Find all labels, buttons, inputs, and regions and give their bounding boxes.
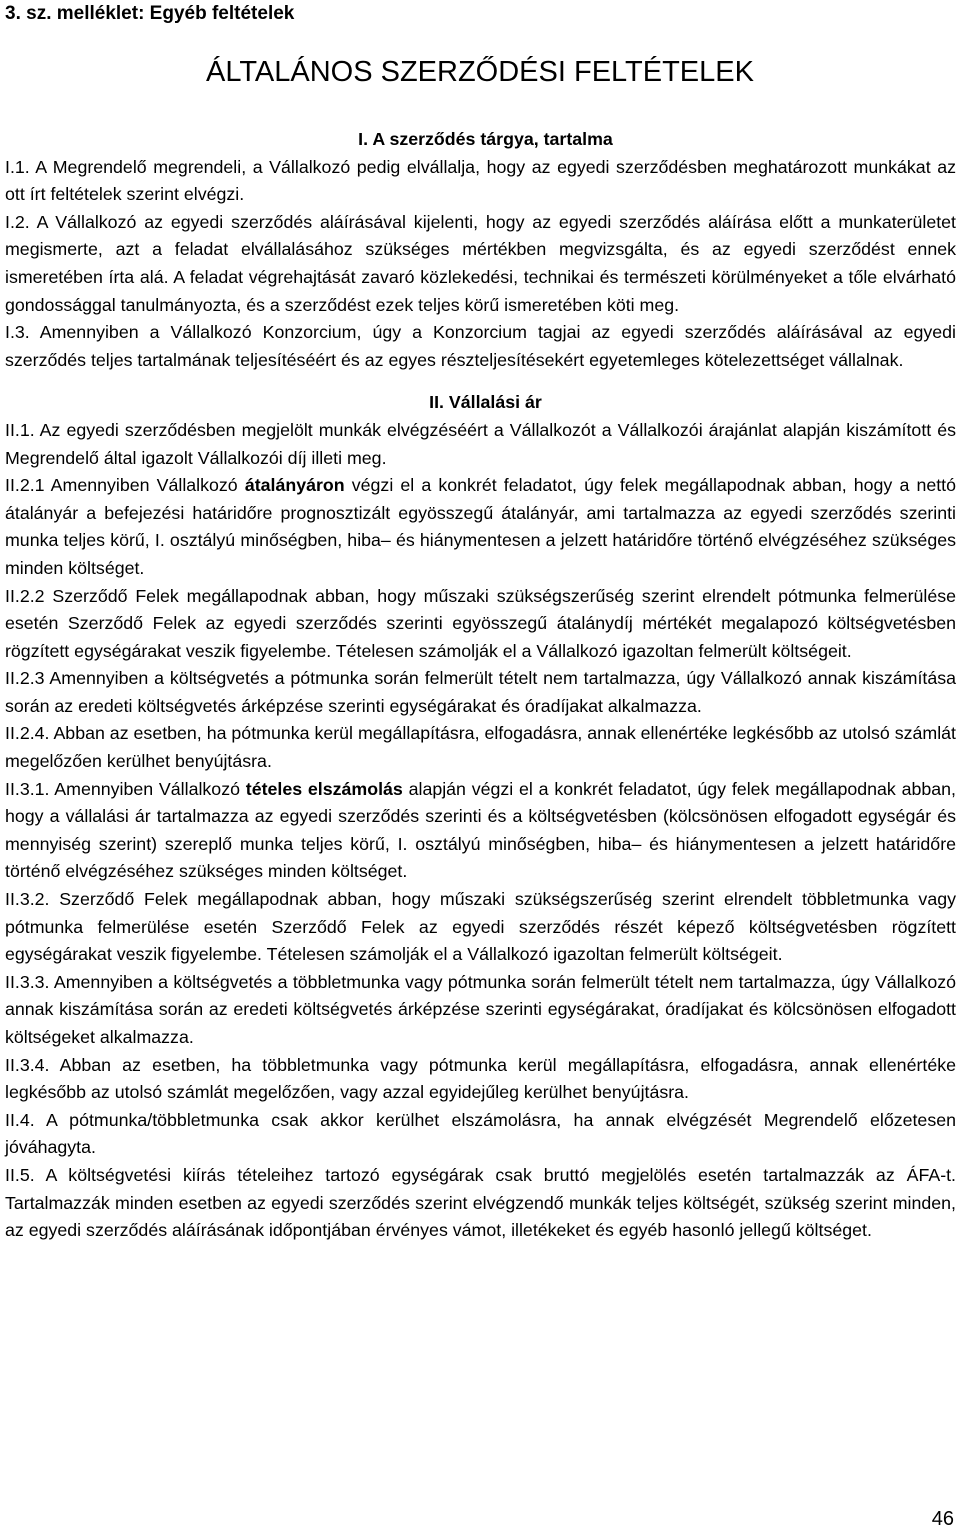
clause-2-2-4: II.2.4. Abban az esetben, ha pótmunka kerül megállapításra, elfogadásra, annak ellenértéke legkésőbb az utolsó számlát megelőzően kerülhet benyújtásra. xyxy=(5,723,956,772)
page-number: 46 xyxy=(931,1508,954,1530)
clause-2-4: II.4. A pótmunka/többletmunka csak akkor kerülhet elszámolásra, ha annak elvégzését Megrendelő előzetesen jóváhagyta. xyxy=(5,1109,956,1158)
clause-2-2-3: II.2.3 Amennyiben a költségvetés a pótmunka során felmerült tételt nem tartalmazza, úgy Vállalkozó annak kiszámítása során az eredeti költségvetés árképzése szerinti egységárakat és óradíjakat alkalmazza. xyxy=(5,668,956,716)
clause-2-2-1-text-a: II.2.1 Amennyiben Vállalkozó xyxy=(5,475,245,496)
clause-2-5: II.5. A költségvetési kiírás tételeihez tartozó egységárak csak bruttó megjelölés esetén tartalmazzák az ÁFA-t. Tartalmazzák minden esetben az egyedi szerződés szerint elvégzendő munkák teljes költségét, szükség szerint minden, az egyedi szerződés aláírásának időpontjában érvényes vámot, illetékeket és egyéb hasonló jellegű költséget. xyxy=(5,1164,956,1241)
clause-2-3-1-text-a: II.3.1. Amennyiben Vállalkozó xyxy=(5,778,246,799)
clause-2-2-1-emphasis: átalányáron xyxy=(244,475,345,496)
clause-2-3-1-emphasis: tételes elszámolás xyxy=(245,778,403,799)
clause-2-3-1-text-b: alapján végzi el a konkrét feladatot, úgy felek megállapodnak abban, hogy a vállalási ár tartalmazza az egyedi szerződés szerinti és a költségvetésben (kölcsönösen elfogadott egységár és mennyiség szerint) szereplő munka teljes körű, I. osztályú minőségben, hiba– és hiánymentesen a jelzett határidőre történő elvégzéséhez szükséges minden költséget. xyxy=(5,778,957,882)
clause-2-2-2: II.2.2 Szerződő Felek megállapodnak abban, hogy műszaki szükségszerűség szerint elrendelt pótmunka felmerülése esetén Szerződő Felek az egyedi szerződés szerinti egyösszegű átalánydíj mértékét megalapozó költségvetésben rögzített egységárakat veszik figyelembe. Tételesen számolják el a Vállalkozó igazoltan felmerült költségeit. xyxy=(5,585,956,661)
clause-1-2: I.2. A Vállalkozó az egyedi szerződés aláírásával kijelenti, hogy az egyedi szerződés aláírása előtt a munkaterületet megismerte, azt a feladat elvállalásához szükséges mértékben megvizsgálta, és az egyedi szerződést ennek ismeretében írta alá. A feladat végrehajtását zavaró közlekedési, technikai és természeti körülményeket a tőle elvárható gondossággal tanulmányozta, és a szerződést ezek teljes körű ismeretében köti meg. xyxy=(5,211,956,315)
clause-2-2-1-text-b: végzi el a konkrét feladatot, úgy felek megállapodnak abban, hogy a nettó átalányár a befejezési határidőre prognosztizált egyösszegű átalányár, ami tartalmazza az egyedi szerződés szerinti munka teljes körű, I. osztályú minőségben, hiba– és hiánymentesen a jelzett határidőre történő elvégzéséhez szükséges minden költséget. xyxy=(5,475,957,578)
clause-2-3-1 xyxy=(5,776,956,886)
clause-2-1: II.1. Az egyedi szerződésben megjelölt munkák elvégzéséért a Vállalkozót a Vállalkozói árajánlat alapján kiszámított és Megrendelő által igazolt Vállalkozói díj illeti meg. xyxy=(5,419,956,468)
section-heading-1: I. A szerződés tárgya, tartalma xyxy=(358,129,613,149)
clause-2-3-4: II.3.4. Abban az esetben, ha többletmunka vagy pótmunka kerül megállapításra, elfogadásra, annak ellenértéke legkésőbb az utolsó számlát megelőzően, vagy azzal egyidejűleg kerülhet benyújtásra. xyxy=(5,1054,956,1103)
clause-1-3: I.3. Amennyiben a Vállalkozó Konzorcium, úgy a Konzorcium tagjai az egyedi szerződés aláírásával az egyedi szerződés teljes tartalmának teljesítéséért és az egyes részteljesítésekért egyetemleges kötelezettséget vállalnak. xyxy=(5,322,956,370)
clause-2-3-3: II.3.3. Amennyiben a költségvetés a többletmunka vagy pótmunka során felmerült tételt nem tartalmazza, úgy Vállalkozó annak kiszámítása során az eredeti költségvetés árképzése szerinti egységárakat, óradíjakat és kölcsönösen elfogadott költségeket alkalmazza. xyxy=(5,971,956,1047)
clause-1-1: I.1. A Megrendelő megrendeli, a Vállalkozó pedig elvállalja, hogy az egyedi szerződésben meghatározott munkákat az ott írt feltételek szerint elvégzi. xyxy=(5,156,956,205)
annex-label: 3. sz. melléklet: Egyéb feltételek xyxy=(5,3,295,24)
clause-2-2-1 xyxy=(5,472,956,582)
clause-2-3-2: II.3.2. Szerződő Felek megállapodnak abban, hogy műszaki szükségszerűség szerint elrendelt többletmunka vagy pótmunka felmerülése esetén Szerződő Felek az egyedi szerződés részét képező költségvetésben rögzített egységárakat veszik figyelembe. Tételesen számolják el a Vállalkozó igazoltan felmerült költségeit. xyxy=(5,889,956,965)
section-heading-2: II. Vállalási ár xyxy=(429,392,542,413)
document-body xyxy=(5,126,956,1245)
document-title: ÁLTALÁNOS SZERZŐDÉSI FELTÉTELEK xyxy=(206,56,754,88)
